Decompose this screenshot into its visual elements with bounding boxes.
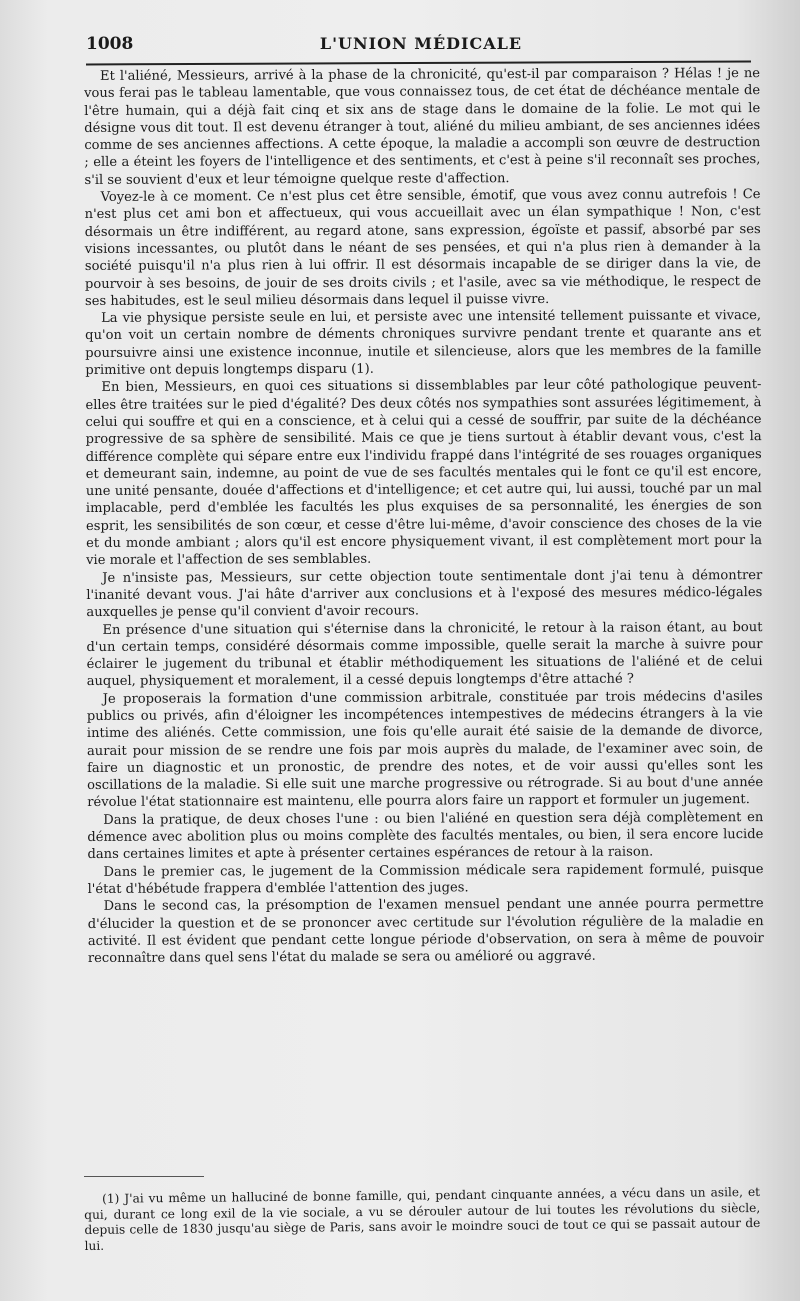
footnote — [84, 1185, 761, 1254]
body-text — [84, 65, 764, 967]
running-title: L'UNION MÉDICALE — [319, 34, 523, 53]
footnote-rule — [84, 1176, 204, 1177]
paragraph: Je proposerais la formation d'une commission arbitrale, constituée par trois médecins d'asiles publics ou privés, afin d'éloigner les incompétences intempestives de médecins étrangers à la vie intime des aliénés. Cette commission, une fois qu'elle aurait été saisie de la demande de divorce, aurait pour mission de se rendre une fois par mois auprès du malade, de l'examiner avec soin, de faire un diagnostic et un pronostic, de prendre des notes, et de voir aussi qu'elles sont les oscillations de la maladie. Si elle suit une marche progressive ou rétrograde. Si au bout d'une année révolue l'état stationnaire est maintenu, elle pourra alors faire un rapport et formuler un jugement. — [86, 688, 764, 811]
footnote-text: (1) J'ai vu même un halluciné de bonne famille, qui, pendant cinquante années, a vécu dans un asile, et qui, durant ce long exil de la vie sociale, a vu se dérouler autour de lui toutes les révolutions du siècle, depuis celle de 1830 jusqu'au siège de Paris, sans avoir le moindre souci de tout ce qui se passait autour de lui. — [84, 1184, 761, 1253]
paragraph: La vie physique persiste seule en lui, et persiste avec une intensité tellement puissante et vivace, qu'on voit un certain nombre de déments chroniques survivre pendant trente et quarante ans et poursuivre ainsi une existence inconnue, inutile et silencieuse, alors que les membres de la famille primitive ont depuis longtemps disparu (1). — [85, 308, 762, 379]
paragraph: Voyez-le à ce moment. Ce n'est plus cet être sensible, émotif, que vous avez connu autrefois ! Ce n'est plus cet ami bon et affectueux, qui vous accueillait avec un élan sympathique ! Non, c'est désormais un être indifférent, au regard atone, sans expression, égoïste et passif, absorbé par ses visions incessantes, ou plutôt dans le néant de ses pensées, et qui n'a plus rien à demander à la société puisqu'il n'a plus rien à lui offrir. Il est désormais incapable de se diriger dans la vie, de pourvoir à ses besoins, de jouir de ses droits civils ; et l'asile, avec sa vie méthodique, le respect de ses habitudes, est le seul milieu désormais dans lequel il puisse vivre. — [84, 187, 761, 309]
page-header — [86, 30, 756, 58]
paragraph: En bien, Messieurs, en quoi ces situations si dissemblables par leur côté pathologique peuvent-elles être traitées sur le pied d'égalité? Des deux côtés nos sympathies sont assurées légitimement, à celui qui souffre et qui en a conscience, et à celui qui a cessé de souffrir, par suite de la déchéance progressive de sa sphère de sensibilité. Mais ce que je tiens surtout à établir devant vous, c'est la différence complète qui sépare entre eux l'individu frappé dans l'intégrité de ses rouages organiques et demeurant sain, indemne, au point de vue de ses facultés mentales qui le font ce qu'il est encore, une unité pensante, douée d'affections et d'intelligence; et cet autre qui, lui aussi, touché par un mal implacable, perd d'emblée les facultés les plus exquises de sa personnalité, les énergies de son esprit, les sensibilités de son cœur, et cesse d'être lui-même, d'avoir conscience des choses de la vie et du monde ambiant ; alors qu'il est encore physiquement vivant, il est complètement mort pour la vie morale et l'affection de ses semblables. — [85, 377, 763, 569]
paragraph: Dans le second cas, la présomption de l'examen mensuel pendant une année pourra permettre d'élucider la question et de se prononcer avec certitude sur l'évolution régulière de la maladie en activité. Il est évident que pendant cette longue période d'observation, on sera à même de pouvoir reconnaître dans quel sens l'état du malade se sera ou amélioré ou aggravé. — [87, 896, 764, 967]
paragraph: Je n'insiste pas, Messieurs, sur cette objection toute sentimentale dont j'ai tenu à démontrer l'inanité devant vous. J'ai hâte d'arriver aux conclusions et à l'exposé des mesures médico-légales auxquelles je pense qu'il convient d'avoir recours. — [86, 567, 763, 621]
paragraph: Dans le premier cas, le jugement de la Commission médicale sera rapidement formulé, puisque l'état d'hébétude frappera d'emblée l'attention des juges. — [87, 861, 764, 897]
paragraph: En présence d'une situation qui s'éternise dans la chronicité, le retour à la raison étant, au bout d'un certain temps, considéré désormais comme impossible, quelle serait la marche à suivre pour éclairer le jugement du tribunal et établir méthodiquement les situations de l'aliéné et de celui auquel, physiquement et moralement, il a cessé depuis longtemps d'être attaché ? — [86, 619, 763, 690]
paragraph: Dans la pratique, de deux choses l'une : ou bien l'aliéné en question sera déjà complètement en démence avec abolition plus ou moins complète des facultés mentales, ou bien, il sera encore lucide dans certaines limites et apte à présenter certaines espérances de retour à la raison. — [87, 809, 764, 863]
paragraph: Et l'aliéné, Messieurs, arrivé à la phase de la chronicité, qu'est-il par comparaison ? Hélas ! je ne vous ferai pas le tableau lamentable, que vous connaissez tous, de cet état de déchéance mentale de l'être humain, qui a déjà fait cinq et six ans de stage dans le domaine de la folie. Le mot qui le désigne vous dit tout. Il est devenu étranger à tout, aliéné du milieu ambiant, de ses anciennes idées comme de ses anciennes affections. A cette époque, la maladie a accompli son œuvre de destruction ; elle a éteint les foyers de l'intelligence et des sentiments, et c'est à peine s'il reconnaît ses proches, s'il se souvient d'eux et leur témoigne quelque reste d'affection. — [84, 66, 761, 188]
page-number: 1008 — [86, 34, 134, 54]
